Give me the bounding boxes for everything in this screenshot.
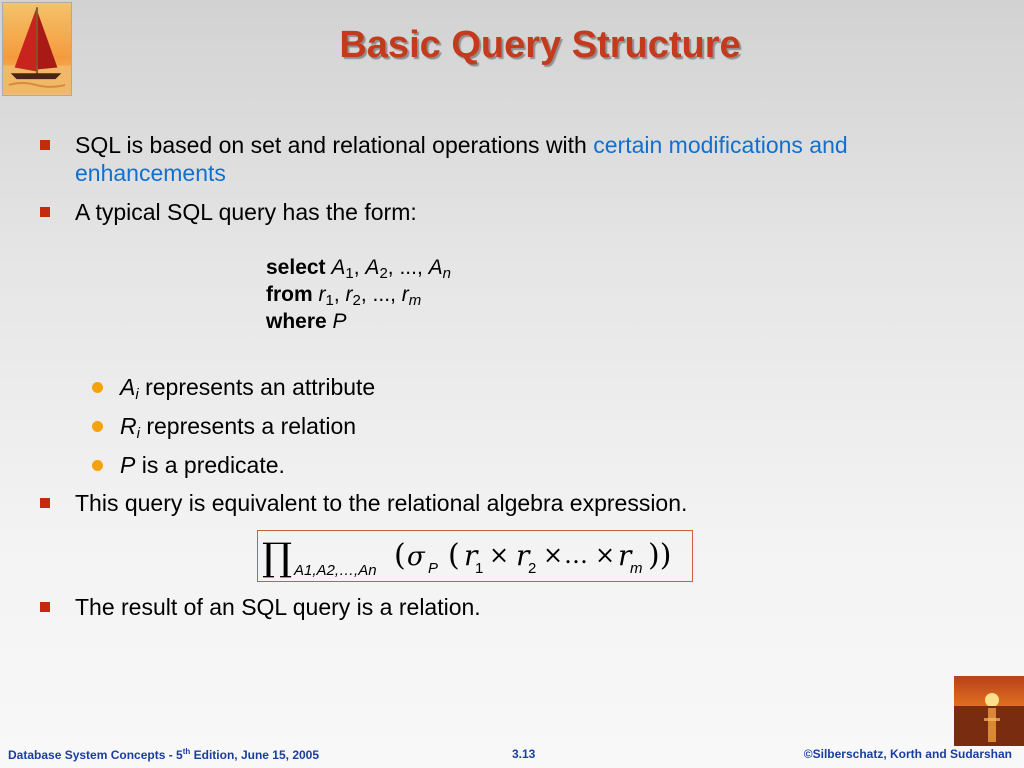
bullet-text-2: A typical SQL query has the form:: [75, 199, 417, 225]
bullet-1-highlight: certain modifications and: [593, 132, 848, 158]
times-symbol: ×: [543, 541, 564, 569]
separator: ,: [416, 256, 429, 279]
bullet-square-icon: [40, 602, 50, 612]
bullet-square-icon: [40, 207, 50, 217]
ellipsis: ...: [372, 283, 391, 306]
attr-symbol: A: [331, 256, 346, 279]
subscript: 2: [352, 292, 361, 309]
times-symbol: ×: [595, 541, 616, 569]
subscript: m: [630, 560, 643, 577]
projection-list: A1,A2,…,An: [294, 562, 377, 579]
bullet-1-highlight-line2: enhancements: [75, 160, 226, 186]
footer-left-sup: th: [182, 747, 191, 756]
bullet-text-1: [75, 131, 848, 159]
attr-symbol: A: [428, 256, 443, 279]
pi-symbol: ∏: [262, 535, 293, 579]
ra-expression-svg: [258, 531, 694, 583]
relational-algebra-expression: [257, 530, 693, 582]
bullet-1-text: SQL is based on set and relational operations with: [75, 132, 594, 158]
open-paren: (: [448, 538, 460, 573]
sigma-symbol: σ: [407, 542, 425, 572]
open-paren: (: [394, 538, 406, 573]
sql-from-line: [266, 281, 451, 308]
sub-bullet-text: represents an attribute: [138, 374, 376, 400]
bullet-square-icon: [40, 140, 50, 150]
footer-left-pre: Database System Concepts - 5: [8, 748, 183, 762]
slide-title: Basic Query Structure: [339, 24, 741, 66]
subscript: 1: [345, 265, 354, 282]
times-symbol: ×: [489, 541, 510, 569]
sub-bullet-symbol: A: [120, 374, 136, 400]
close-parens: )): [648, 538, 672, 573]
footer-left-post: Edition, June 15, 2005: [190, 748, 320, 762]
ellipsis: …: [564, 541, 588, 569]
sub-bullet-symbol: P: [120, 452, 136, 478]
separator: ,: [390, 283, 402, 306]
separator: ,: [360, 283, 373, 306]
r-symbol: r: [464, 539, 478, 572]
footer-page-number: 3.13: [512, 747, 536, 761]
pred-symbol: P: [332, 310, 347, 333]
rel-symbol: r: [318, 283, 326, 306]
rel-symbol: r: [401, 283, 409, 306]
bullet-text-3: This query is equivalent to the relational algebra expression.: [75, 490, 688, 516]
attr-symbol: A: [365, 256, 380, 279]
r-symbol: r: [618, 539, 632, 572]
ellipsis: ...: [399, 256, 417, 279]
subscript: 2: [379, 265, 388, 282]
sub-bullet-text: is a predicate.: [135, 452, 285, 478]
sub-bullet-dot-icon: [92, 421, 103, 432]
footer-left: [8, 747, 319, 762]
from-keyword: from: [266, 283, 313, 306]
subscript: 2: [528, 560, 537, 577]
bullet-text-4: The result of an SQL query is a relation.: [75, 594, 481, 620]
bullet-square-icon: [40, 498, 50, 508]
separator: ,: [387, 256, 400, 279]
subscript: i: [135, 386, 139, 403]
subscript: 1: [325, 292, 334, 309]
sql-where-line: [266, 308, 451, 335]
subscript: m: [408, 292, 422, 309]
subscript: 1: [475, 560, 484, 577]
sub-bullet-dot-icon: [92, 382, 103, 393]
sigma-subscript: P: [428, 560, 439, 577]
rel-symbol: r: [345, 283, 353, 306]
select-keyword: select: [266, 256, 326, 279]
where-keyword: where: [266, 310, 327, 333]
separator: ,: [353, 256, 366, 279]
sub-bullet-symbol: R: [120, 413, 137, 439]
subscript: n: [442, 265, 451, 282]
subscript: i: [136, 425, 140, 442]
sub-bullet-3: [120, 451, 285, 479]
sql-query-form: [266, 254, 451, 335]
sql-select-line: [266, 254, 451, 281]
sub-bullet-2: [120, 412, 356, 440]
sub-bullet-text: represents a relation: [139, 413, 357, 439]
r-symbol: r: [516, 539, 530, 572]
separator: ,: [333, 283, 346, 306]
sub-bullet-dot-icon: [92, 460, 103, 471]
footer-right: ©Silberschatz, Korth and Sudarshan: [803, 747, 1012, 761]
sub-bullet-1: [120, 373, 375, 401]
